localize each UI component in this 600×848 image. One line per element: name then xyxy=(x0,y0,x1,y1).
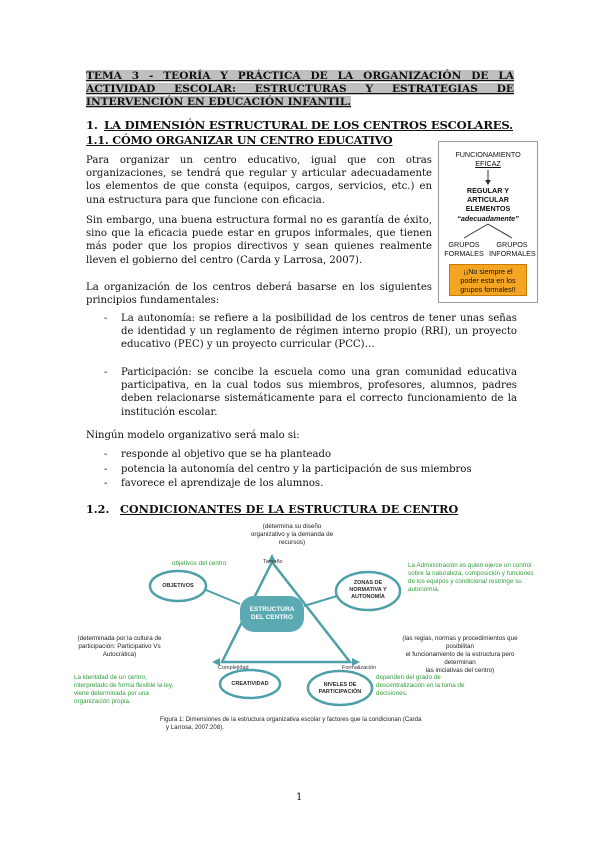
side-group-informal: GRUPOS INFORMALES xyxy=(489,240,536,258)
objetivos-label: OBJETIVOS xyxy=(162,583,194,589)
formalizacion-label: Formalización xyxy=(342,665,377,671)
bullet-participacion: - Participación: se concibe la escuela como una gran comunidad educativa participativa, en la cual todos sus miembros, profesores, alumnos, padres deben relacionarse sistemáticamente para el correcto funcionamiento de la institución escolar. xyxy=(104,367,517,418)
annotation-identidad: La identidad de un centro, interpretado de forma flexible la ley, viene determinada por una organización propia. xyxy=(74,674,174,705)
document-title: TEMA 3 - TEORÍA Y PRÁCTICA DE LA ORGANIZACIÓN DE LA ACTIVIDAD ESCOLAR: ESTRUCTURAS Y ESTRATEGIAS DE INTERVENCIÓN EN EDUCACIÓN INFANTIL. xyxy=(86,70,514,108)
annotation-tamano: (determina su diseño organizativo y la demanda de recursos) xyxy=(250,523,334,546)
page-number: 1 xyxy=(296,792,303,803)
tamano-label: Tamaño xyxy=(263,559,283,565)
creatividad-label: CREATIVIDAD xyxy=(231,681,269,687)
section-1-heading: 1. LA DIMENSIÓN ESTRUCTURAL DE LOS CENTROS ESCOLARES. xyxy=(86,118,513,132)
section-1-1-heading: 1.1. CÓMO ORGANIZAR UN CENTRO EDUCATIVO xyxy=(86,133,393,147)
section-1-2-heading: 1.2. CONDICIONANTES DE LA ESTRUCTURA DE CENTRO xyxy=(86,502,459,516)
annotation-formalizacion: (las reglas, normas y procedimientos que posibilitan el funcionamiento de la estructura pero determinan las iniciativas del centro) xyxy=(402,635,518,674)
annotation-administracion: La Administración es quien ejerce un control sobre la naturaleza, composición y funciones de los equipos y condiciona/ restringe su autonomía. xyxy=(408,562,534,593)
annotation-objetivos: objetivos del centro xyxy=(172,560,227,567)
annotation-descentralizacion: dependen del grado de descentralización en la toma de decisiones. xyxy=(376,674,465,697)
paragraph: Ningún modelo organizativo será malo si: xyxy=(86,430,300,441)
niveles-label: NIVELES DE PARTICIPACIÓN xyxy=(318,682,362,695)
document-page: TEMA 3 - TEORÍA Y PRÁCTICA DE LA ORGANIZACIÓN DE LA ACTIVIDAD ESCOLAR: ESTRUCTURAS Y ESTRATEGIAS DE INTERVENCIÓN EN EDUCACIÓN INFANTIL. 1. LA DIMENSIÓN ESTRUCTURAL DE LOS CENTROS ESCOLARES. 1.1. CÓMO ORGANIZAR UN CENTRO EDUCATIVO Para organizar un centro educativo, igual que con otras organizaciones, se tendrá que regular y articular adecuadamente los elementos de que consta (equipos, cargos, servicios, etc.) en una estructura para que funcione con eficacia. Sin embargo, una buena estructura formal no es garantía de éxito, sino que la eficacia puede estar en grupos informales, que tienen más poder que los propios directivos y sean quienes realmente lleven el gobierno del centro (Carda y Larrosa, 2007). La organización de los centros deberá basarse en los siguientes principios fundamentales: - La autonomía: se refiere a la posibilidad de los centros de tener unas señas de identidad y un reglamento de régimen interno propio (RRI), un proyecto educativo (PEC) y un proyecto curricular (PCC)… - Participación: se concibe la escuela como una gran comunidad educativa participativa, en la cual todos sus miembros, profesores, alumnos, padres deben relacionarse sistemáticamente para el correcto funcionamiento de la institución escolar. Ningún modelo organizativo será malo si: - responde al objetivo que se ha planteado - potencia la autonomía del centro y la participación de sus miembros - favorece el aprendizaje de los alumnos. 1.2. CONDICIONANTES DE LA ESTRUCTURA DE CENTRO FUNCIONAMIENTO EFICAZ REGULAR Y ARTICULAR ELEMENTOS “adecuadamente” GRUPOS FORMALES GRUPOS INFORMALES ¡¡No siempre el poder esta en los grupos formales!! ESTRUCTURA DEL CENTRO OBJETIVOS ZONAS DE NORMATIVA Y AUTONOMÍA CREATIVIDAD NIVELES DE PARTICIPACIÓN Tamaño Complejidad Formalización (determina su diseño organizativo y la demanda de recursos) objetivos del centro La Administración es quien ejerce un control sobre la naturaleza, composición y funciones de los equipos y condiciona/ restringe su autonomía. (determinada por la cultura de participación: Participativo Vs Autocrática) (las reglas, normas y procedimientos que posibilitan el funcionamiento de la estructura pero determinan las iniciativas del centro) La identidad de un centro, interpretado de forma flexible la ley, viene determinada por una organización propia. dependen del grado de descentralización en la toma de decisiones. Figura 1: Dimensiones de la estructura organizativa escolar y factores que la condicionan (Carda y Larrosa, 2007:208). 1 xyxy=(0,0,600,848)
paragraph: Para organizar un centro educativo, igual que con otras organizaciones, se tendrá que regular y articular adecuadamente los elementos de que consta (equipos, cargos, servicios, etc.) en una estructura para que funcione con eficacia. xyxy=(86,155,432,206)
figure-caption: Figura 1: Dimensiones de la estructura organizativa escolar y factores que la condicionan (Carda y Larrosa, 2007:208). xyxy=(160,716,422,731)
side-line-regular: REGULAR Y ARTICULAR ELEMENTOS xyxy=(465,186,511,213)
zonas-label: ZONAS DE NORMATIVA Y AUTONOMÍA xyxy=(349,580,387,600)
side-line-eficaz: EFICAZ xyxy=(475,159,501,168)
paragraph: Sin embargo, una buena estructura formal no es garantía de éxito, sino que la eficacia puede estar en grupos informales, que tienen más poder que los propios directivos y sean quienes realmente lleven el gobierno del centro (Carda y Larrosa, 2007). xyxy=(86,215,432,266)
bullet-autonomia: - La autonomía: se refiere a la posibilidad de los centros de tener unas señas de identidad y un reglamento de régimen interno propio (RRI), un proyecto educativo (PEC) y un proyecto curricular (PCC)… xyxy=(104,313,517,351)
efficiency-side-diagram xyxy=(438,141,538,303)
structure-figure xyxy=(60,522,534,738)
side-line-funcionamiento: FUNCIONAMIENTO xyxy=(455,150,521,159)
side-group-formal: GRUPOS FORMALES xyxy=(444,240,484,258)
side-line-adecuadamente: “adecuadamente” xyxy=(457,214,519,223)
side-warning-note: ¡¡No siempre el poder esta en los grupos formales!! xyxy=(449,264,527,296)
paragraph: La organización de los centros deberá basarse en los siguientes principios fundamentales: xyxy=(86,282,432,307)
complejidad-label: Complejidad xyxy=(218,665,249,671)
annotation-complejidad: (determinada por la cultura de participación: Participativo Vs Autocrática) xyxy=(77,635,162,658)
center-label: ESTRUCTURA DEL CENTRO xyxy=(249,606,295,621)
